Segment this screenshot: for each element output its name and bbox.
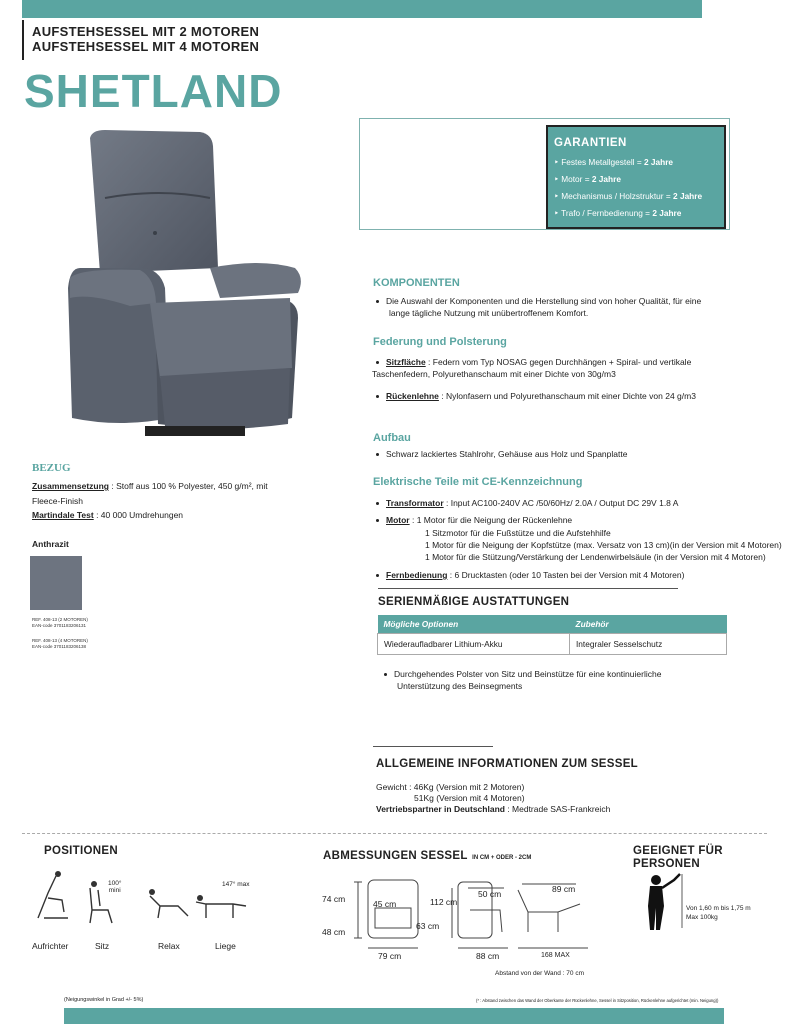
motor-line: : 1 Motor für die Neigung der Rückenlehne bbox=[409, 515, 573, 525]
fern-label: Fernbedienung bbox=[386, 570, 448, 580]
options-cell: Wiederaufladbarer Lithium-Akku bbox=[378, 634, 570, 655]
options-col-header: Mögliche Optionen bbox=[378, 615, 570, 634]
guarantee-label: Festes Metallgestell = bbox=[561, 157, 644, 167]
fern-text: : 6 Drucktasten (oder 10 Tasten bei der Version mit 4 Motoren) bbox=[447, 570, 685, 580]
elektrik-title: Elektrische Teile mit CE-Kennzeichnung bbox=[373, 476, 583, 488]
header-vertical-rule bbox=[22, 20, 24, 60]
komponenten-line-2: lange tägliche Nutzung mit unübertroffenem Komfort. bbox=[389, 308, 589, 318]
guarantee-row: ‣ Motor = 2 Jahre bbox=[554, 174, 621, 184]
dim-48: 48 cm bbox=[322, 927, 346, 937]
position-icons bbox=[28, 868, 268, 928]
martindale-label: Martindale Test bbox=[32, 510, 94, 520]
serie-line-1: Durchgehendes Polster von Sitz und Beinstütze für eine kontinuierliche bbox=[394, 669, 662, 679]
sitz-label: Sitzfläche bbox=[386, 357, 426, 367]
guarantee-value: 2 Jahre bbox=[591, 174, 621, 184]
geeignet-line-1: Von 1,60 m bis 1,75 m bbox=[686, 905, 751, 912]
positionen-title: POSITIONEN bbox=[44, 845, 118, 857]
dim-112: 112 cm bbox=[430, 897, 458, 907]
rueck-label: Rückenlehne bbox=[386, 391, 439, 401]
gewicht-line-1: Gewicht : 46Kg (Version mit 2 Motoren) bbox=[376, 782, 525, 792]
bezug-composition bbox=[32, 480, 332, 492]
vertrieb-value: : Medtrade SAS-Frankreich bbox=[504, 804, 611, 814]
position-label: Liege bbox=[215, 941, 236, 951]
position-label: Sitz bbox=[95, 941, 110, 951]
product-line-1: AUFSTEHSESSEL MIT 2 MOTOREN bbox=[32, 24, 260, 39]
guarantee-value: 2 Jahre bbox=[673, 191, 703, 201]
sitz-text-2: Taschenfedern, Polyurethanschaum mit einer Dichte von 30g/m3 bbox=[372, 369, 616, 379]
accessories-cell: Integraler Sesselschutz bbox=[570, 634, 727, 655]
guarantee-label: Trafo / Fernbedienung = bbox=[561, 208, 653, 218]
martindale-value: : 40 000 Umdrehungen bbox=[93, 510, 184, 520]
angle-1: 100° bbox=[108, 880, 122, 887]
federung-title: Federung und Polsterung bbox=[373, 336, 507, 348]
aufbau-item bbox=[376, 448, 627, 460]
guarantee-box bbox=[546, 125, 726, 229]
options-table bbox=[377, 615, 727, 655]
table-row bbox=[378, 634, 727, 655]
guarantee-row: ‣ Festes Metallgestell = 2 Jahre bbox=[554, 157, 674, 167]
gewicht-line-2: 51Kg (Version mit 4 Motoren) bbox=[414, 793, 525, 803]
ean-1: EAN-code 3701183206131 bbox=[32, 623, 86, 628]
bezug-martindale bbox=[32, 509, 183, 521]
footnote: (* : Abstand zwischen das Wand der Oberkante der Rückenlehne, Sessel in Sitzposition, Rückenlehne aufgerichtet (min. Neigung)) bbox=[476, 998, 719, 1003]
guarantee-label: Motor = bbox=[561, 174, 592, 184]
product-line-2: AUFSTEHSESSEL MIT 4 MOTOREN bbox=[32, 39, 260, 54]
trafo-text: : Input AC100-240V AC /50/60Hz/ 2.0A / Output DC 29V 1.8 A bbox=[443, 498, 679, 508]
dim-50: 50 cm bbox=[478, 889, 502, 899]
geeignet-line-2: Max 100kg bbox=[686, 914, 718, 921]
aufbau-title: Aufbau bbox=[373, 432, 411, 444]
composition-label: Zusammensetzung bbox=[32, 481, 109, 491]
guarantee-title: GARANTIEN bbox=[554, 137, 627, 149]
ean-2: EAN-code 3701183206138 bbox=[32, 644, 86, 649]
bottom-separator bbox=[22, 833, 767, 835]
accessories-col-header: Zubehör bbox=[570, 615, 727, 634]
motor-line: 1 Sitzmotor für die Fußstütze und die Aufstehhilfe bbox=[425, 528, 611, 538]
sitz-text: : Federn vom Typ NOSAG gegen Durchhängen + Spiral- und vertikale bbox=[425, 357, 692, 367]
motor-line: 1 Motor für die Stützung/Verstärkung der Lendenwirbelsäule (in der Version mit 4 Motoren) bbox=[425, 552, 766, 562]
color-name: Anthrazit bbox=[32, 539, 69, 549]
angle-1b: mini bbox=[108, 887, 121, 894]
divider bbox=[373, 746, 493, 747]
trafo-label: Transformator bbox=[386, 498, 444, 508]
angle-label-2: 147° max bbox=[222, 881, 250, 888]
guarantee-value: 2 Jahre bbox=[652, 208, 682, 218]
fern-item bbox=[376, 569, 684, 581]
motor-label: Motor bbox=[386, 515, 410, 525]
dim-168: 168 MAX bbox=[541, 952, 570, 959]
dim-88: 88 cm bbox=[476, 951, 500, 961]
sitz-item bbox=[376, 356, 691, 368]
aufbau-text: Schwarz lackiertes Stahlrohr, Gehäuse aus Holz und Spanplatte bbox=[386, 449, 628, 459]
trafo-item bbox=[376, 497, 678, 509]
top-accent-bar bbox=[22, 0, 702, 18]
serie-title: SERIENMÄßIGE AUSTATTUNGEN bbox=[378, 596, 570, 608]
abmessungen-unit: IN CM + ODER - 2CM bbox=[472, 855, 532, 861]
geeignet-title-2: PERSONEN bbox=[633, 858, 700, 870]
wand-distance: Abstand von der Wand : 70 cm bbox=[495, 970, 585, 977]
dim-89: 89 cm bbox=[552, 884, 576, 894]
allgemein-title: ALLGEMEINE INFORMATIONEN ZUM SESSEL bbox=[376, 758, 639, 770]
armchair-photo bbox=[60, 128, 310, 446]
neigung-note: (Neigungswinkel in Grad +/- 5%) bbox=[64, 997, 144, 1003]
abmessungen-header bbox=[323, 846, 531, 864]
table-header-row bbox=[378, 615, 727, 634]
composition-value-2: Fleece-Finish bbox=[32, 496, 84, 506]
divider bbox=[378, 588, 678, 589]
serie-line-2: Unterstützung des Beinsegments bbox=[397, 681, 523, 691]
position-label: Relax bbox=[158, 941, 180, 951]
guarantee-value: 2 Jahre bbox=[643, 157, 674, 167]
motor-line: 1 Motor für die Neigung der Kopfstütze (max. Versatz von 13 cm)(in der Version mit 4 Motoren) bbox=[425, 540, 782, 550]
abmessungen-title: ABMESSUNGEN SESSEL bbox=[323, 850, 468, 862]
person-icon bbox=[640, 872, 688, 932]
guarantee-row: ‣ Mechanismus / Holzstruktur = 2 Jahre bbox=[554, 191, 703, 201]
komponenten-text bbox=[376, 295, 701, 307]
dim-79: 79 cm bbox=[378, 951, 402, 961]
dim-63: 63 cm bbox=[416, 921, 440, 931]
composition-value: : Stoff aus 100 % Polyester, 450 g/m², mit bbox=[109, 481, 268, 491]
geeignet-title-1: GEEIGNET FÜR bbox=[633, 845, 723, 857]
fabric-swatch bbox=[30, 556, 82, 610]
bezug-title: BEZUG bbox=[32, 462, 71, 474]
ref-1: REF. 408-13 (2 MOTOREN) bbox=[32, 617, 88, 622]
komponenten-line-1: Die Auswahl der Komponenten und die Herstellung sind von hoher Qualität, für eine bbox=[386, 296, 702, 306]
position-label: Aufrichter bbox=[32, 941, 69, 951]
rueck-item bbox=[376, 390, 696, 402]
guarantee-row: ‣ Trafo / Fernbedienung = 2 Jahre bbox=[554, 208, 682, 218]
vertrieb-line bbox=[376, 803, 610, 815]
serie-item bbox=[384, 668, 661, 680]
angle-label-1 bbox=[108, 880, 121, 894]
ref-2: REF. 408-13 (4 MOTOREN) bbox=[32, 638, 88, 643]
brand-title: SHETLAND bbox=[24, 65, 283, 117]
dim-74: 74 cm bbox=[322, 894, 346, 904]
komponenten-title: KOMPONENTEN bbox=[373, 277, 460, 289]
bottom-accent-bar bbox=[64, 1008, 724, 1024]
guarantee-label: Mechanismus / Holzstruktur = bbox=[561, 191, 674, 201]
rueck-text: : Nylonfasern und Polyurethanschaum mit einer Dichte von 24 g/m3 bbox=[438, 391, 696, 401]
dim-45: 45 cm bbox=[373, 899, 397, 909]
vertrieb-label: Vertriebspartner in Deutschland bbox=[376, 804, 505, 814]
motor-item bbox=[376, 514, 572, 526]
